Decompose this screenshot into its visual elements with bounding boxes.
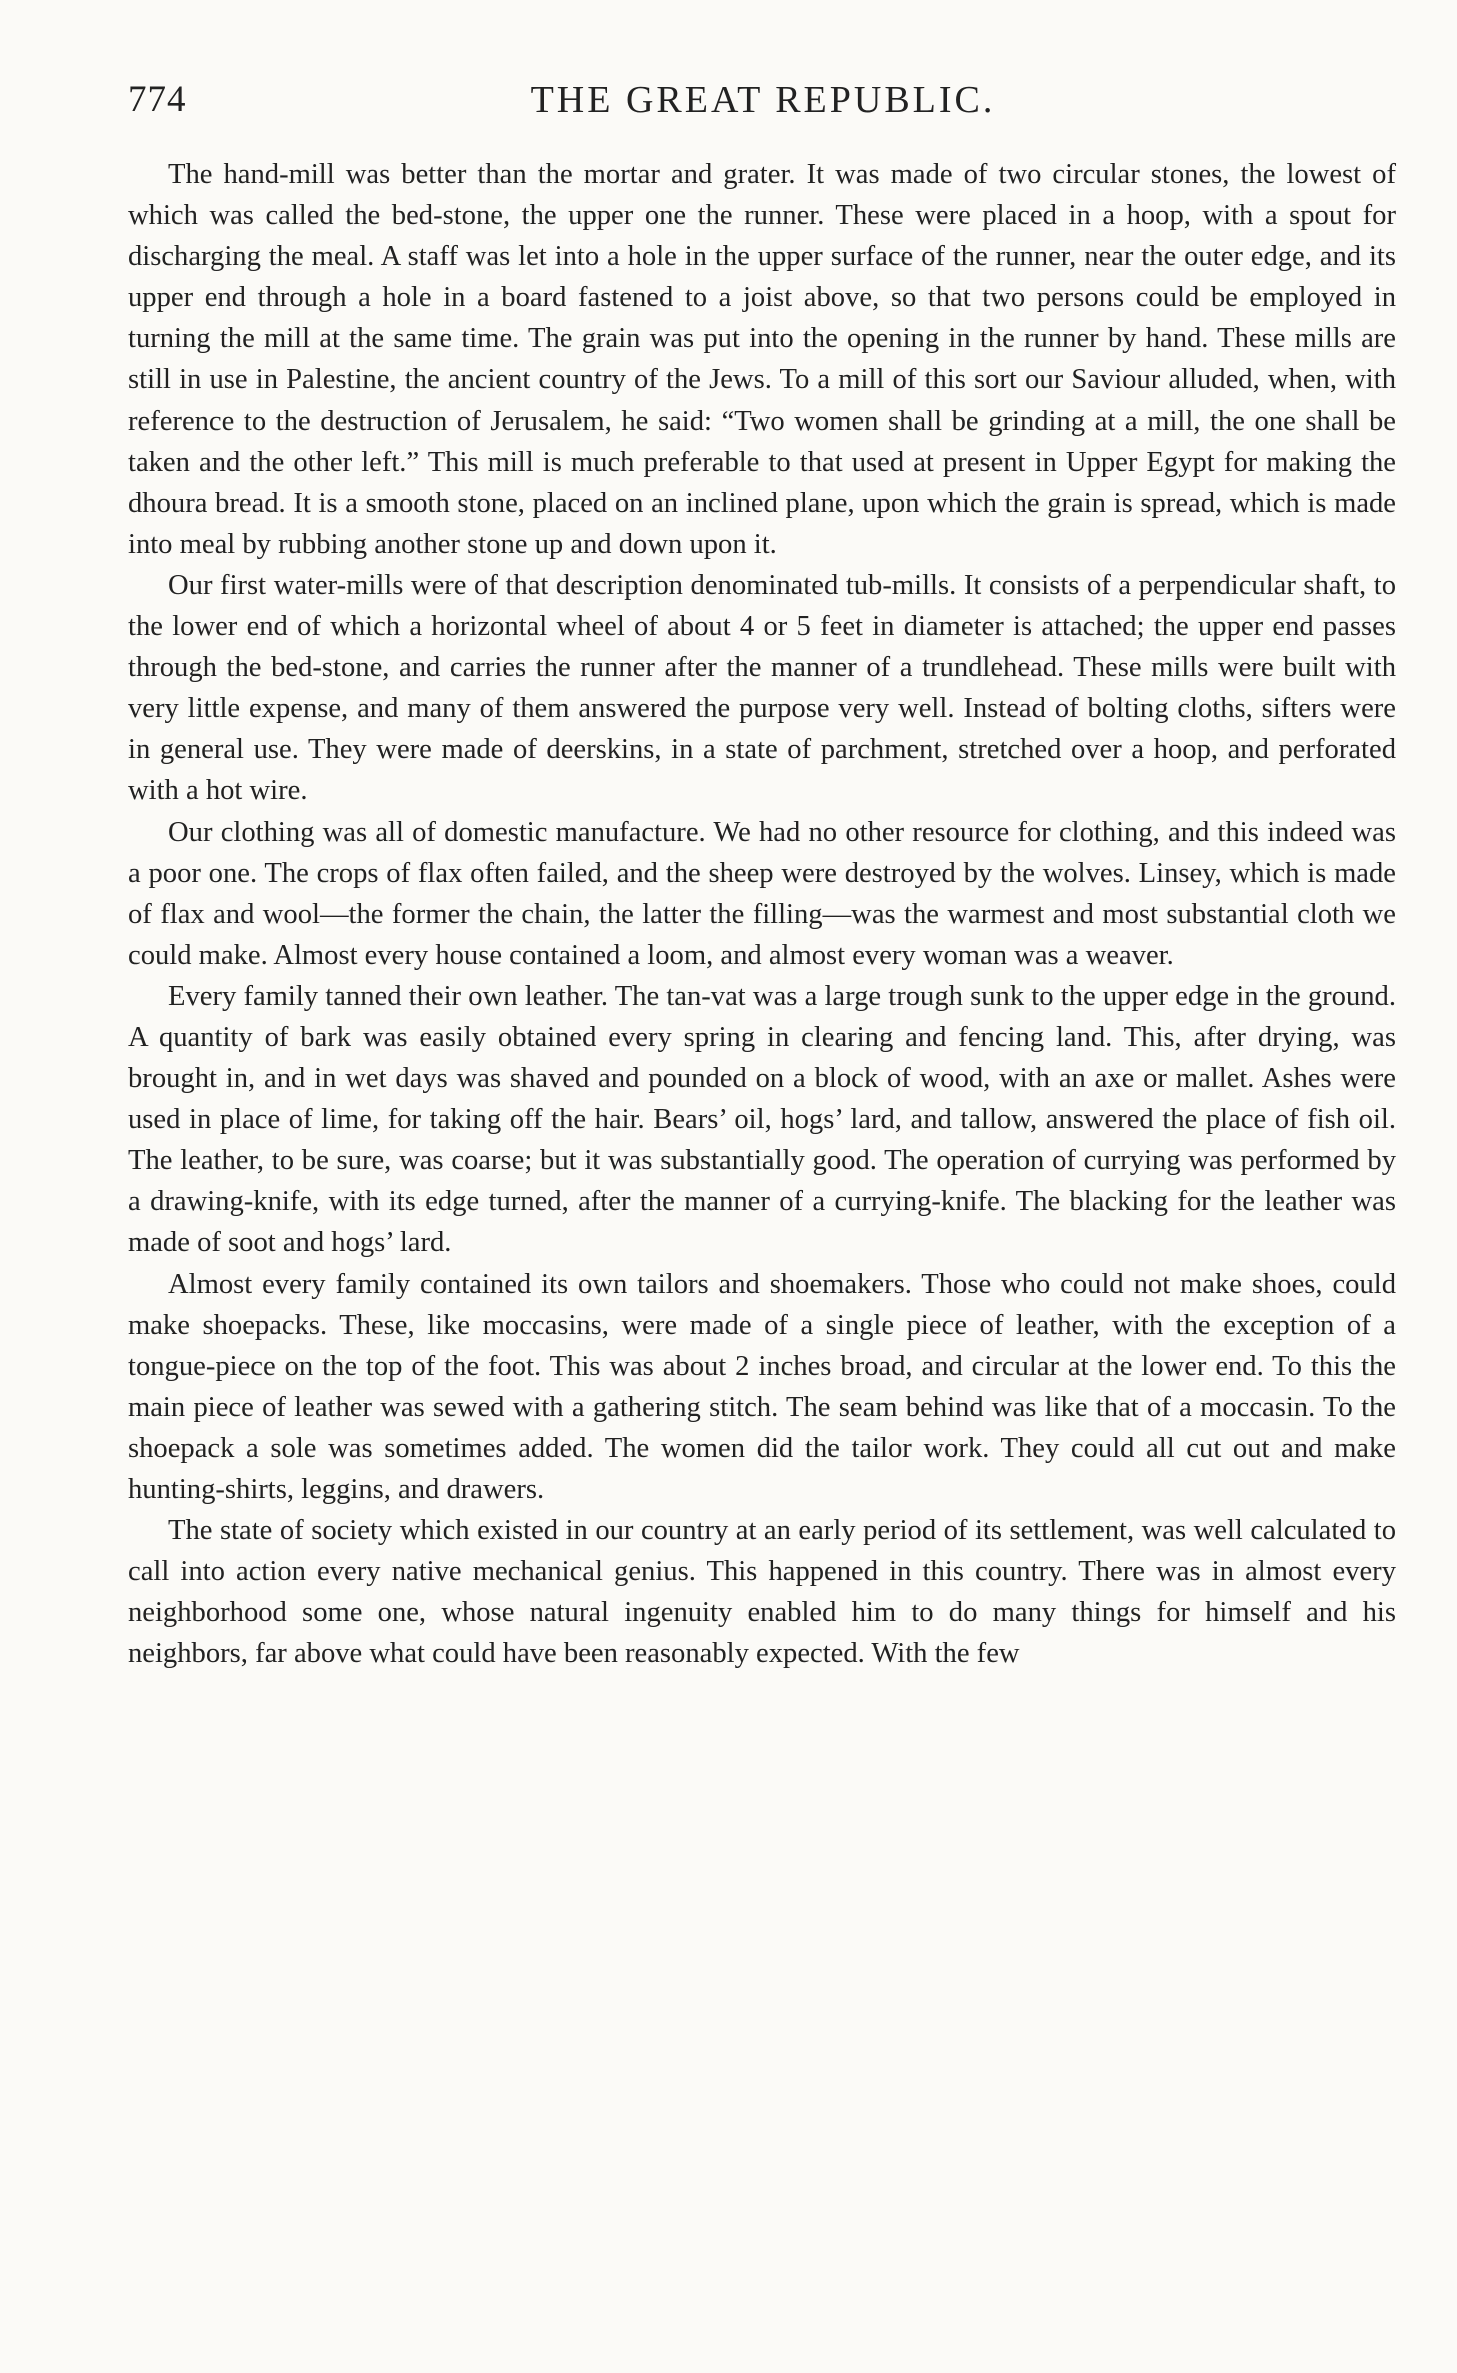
paragraph-state-of-society: The state of society which existed in our country at an early period of its settlement, was well calculated to call into action every native mechanical genius. This happened in this country. There was in almost every neighborhood some one, whose natural ingenuity enabled him to do many things for himself and his neighbors, far above what could have been reasonably expected. With the few xyxy=(128,1515,1396,1670)
running-title: THE GREAT REPUBLIC. xyxy=(530,79,996,121)
paragraph-clothing: Our clothing was all of domestic manufacture. We had no other resource for clothing, and this indeed was a poor one. The crops of flax often failed, and the sheep were destroyed by the wolves. Linsey, which is made of flax and wool—the former the chain, the latter the filling—was the warmest and most substantial cloth we could make. Almost every house contained a loom, and almost every woman was a weaver. xyxy=(128,816,1396,971)
page-header xyxy=(128,78,1398,128)
body-text xyxy=(128,154,1396,1674)
paragraph-hand-mill: The hand-mill was better than the mortar and grater. It was made of two circular stones, the lowest of which was called the bed-stone, the upper one the runner. These were placed in a hoop, with a spout for discharging the meal. A staff was let into a hole in the upper surface of the runner, near the outer edge, and its upper end through a hole in a board fastened to a joist above, so that two persons could be employed in turning the mill at the same time. The grain was put into the opening in the runner by hand. These mills are still in use in Palestine, the ancient country of the Jews. To a mill of this sort our Saviour alluded, when, with reference to the destruction of Jerusalem, he said: “Two women shall be grinding at a mill, the one shall be taken and the other left.” This mill is much preferable to that used at present in Upper Egypt for making the dhoura bread. It is a smooth stone, placed on an inclined plane, upon which the grain is spread, which is made into meal by rubbing another stone up and down upon it. xyxy=(128,159,1396,560)
page-number: 774 xyxy=(128,79,187,120)
paragraph-water-mills: Our first water-mills were of that description denominated tub-mills. It consists of a perpendicular shaft, to the lower end of which a horizontal wheel of about 4 or 5 feet in diameter is attached; the upper end passes through the bed-stone, and carries the runner after the manner of a trundlehead. These mills were built with very little expense, and many of them answered the purpose very well. Instead of bolting cloths, sifters were in general use. They were made of deerskins, in a state of parchment, stretched over a hoop, and perforated with a hot wire. xyxy=(128,569,1396,807)
paragraph-tailors-shoemakers: Almost every family contained its own tailors and shoemakers. Those who could not make shoes, could make shoepacks. These, like moccasins, were made of a single piece of leather, with the exception of a tongue-piece on the top of the foot. This was about 2 inches broad, and circular at the lower end. To this the main piece of leather was sewed with a gathering stitch. The seam behind was like that of a moccasin. To the shoepack a sole was sometimes added. The women did the tailor work. They could all cut out and make hunting-shirts, leggins, and drawers. xyxy=(128,1268,1396,1505)
paragraph-leather: Every family tanned their own leather. The tan-vat was a large trough sunk to the upper edge in the ground. A quantity of bark was easily obtained every spring in clearing and fencing land. This, after drying, was brought in, and in wet days was shaved and pounded on a block of wood, with an axe or mallet. Ashes were used in place of lime, for taking off the hair. Bears’ oil, hogs’ lard, and tallow, answered the place of fish oil. The leather, to be sure, was coarse; but it was substantially good. The operation of currying was performed by a drawing-knife, with its edge turned, after the manner of a currying-knife. The blacking for the leather was made of soot and hogs’ lard. xyxy=(128,980,1396,1259)
